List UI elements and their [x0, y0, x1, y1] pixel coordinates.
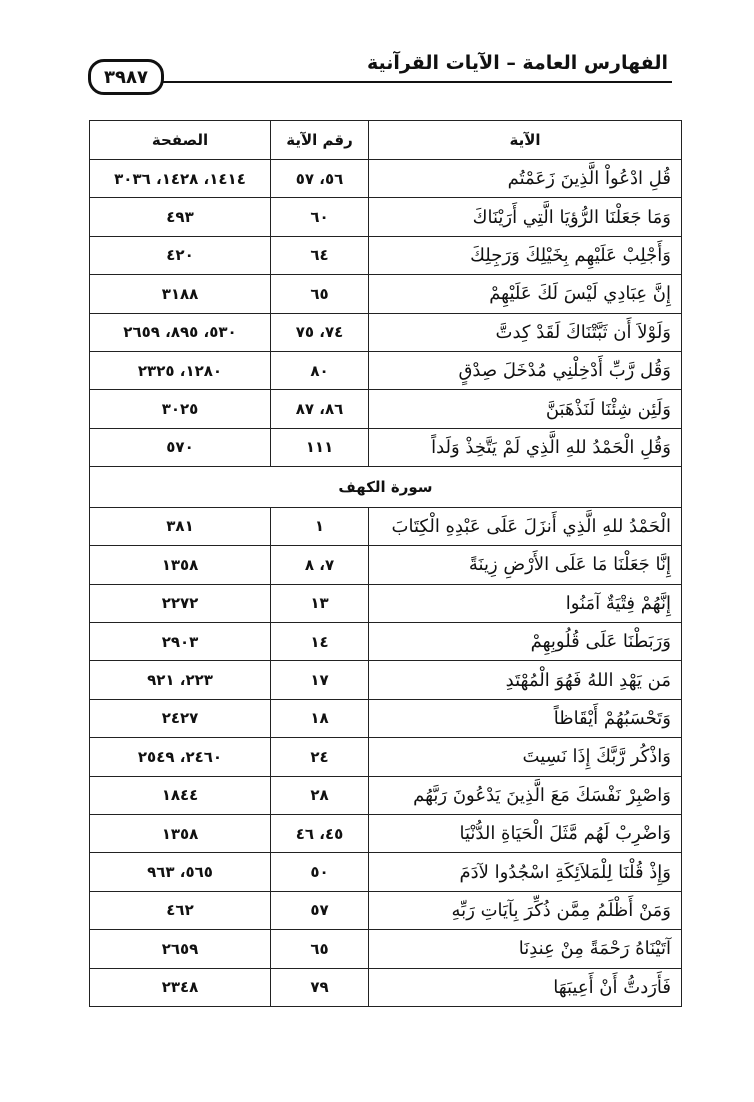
table-row: [90, 428, 682, 467]
table-row: [90, 584, 682, 622]
table-row: [90, 853, 682, 891]
section-header-row: [90, 467, 682, 507]
ayah-text: قُلِ ادْعُواْ الَّذِينَ زَعَمْتُم: [369, 160, 682, 198]
page-refs: ٢٣٤٨: [90, 968, 271, 1006]
ayah-text: وَأَجْلِبْ عَلَيْهِم بِخَيْلِكَ وَرَجِلِكَ: [369, 236, 682, 274]
ayah-number: ٥٦، ٥٧: [271, 160, 369, 198]
table-row: [90, 891, 682, 929]
ayah-number: ٢٨: [271, 776, 369, 814]
table-row: [90, 236, 682, 274]
page-refs: ٣٠٢٥: [90, 390, 271, 428]
table-row: [90, 622, 682, 660]
page-refs: ٤٩٣: [90, 198, 271, 236]
ayah-number: ٦٠: [271, 198, 369, 236]
ayah-index-table: [89, 120, 682, 1007]
table-body-group2: [90, 507, 682, 1006]
ayah-number: ٤٥، ٤٦: [271, 814, 369, 852]
table-row: [90, 351, 682, 389]
page-refs: ١٨٤٤: [90, 776, 271, 814]
ayah-number: ١٧: [271, 661, 369, 699]
ayah-text: وَاذْكُر رَّبَّكَ إِذَا نَسِيتَ: [369, 738, 682, 776]
ayah-text: وَمَنْ أَظْلَمُ مِمَّن ذُكِّرَ بِآيَاتِ رَبِّهِ: [369, 891, 682, 929]
table-row: [90, 313, 682, 351]
page-refs: ٣١٨٨: [90, 275, 271, 313]
ayah-text: آتَيْنَاهُ رَحْمَةً مِنْ عِندِنَا: [369, 930, 682, 968]
ayah-text: إِنَّ عِبَادِي لَيْسَ لَكَ عَلَيْهِمْ: [369, 275, 682, 313]
page-refs: ٢٤٦٠، ٢٥٤٩: [90, 738, 271, 776]
page-refs: ٢٢٣، ٩٢١: [90, 661, 271, 699]
section-title: سورة الكهف: [90, 467, 682, 507]
page-number-badge: ٣٩٨٧: [88, 59, 164, 95]
table-section-body: [90, 467, 682, 507]
page-refs: ٥٣٠، ٨٩٥، ٢٦٥٩: [90, 313, 271, 351]
ayah-text: وَلَوْلاَ أَن ثَبَّتْنَاكَ لَقَدْ كِدتَّ: [369, 313, 682, 351]
ayah-number: ١٨: [271, 699, 369, 737]
ayah-number: ٦٥: [271, 275, 369, 313]
ayah-number: ٦٤: [271, 236, 369, 274]
page-refs: ٢٤٢٧: [90, 699, 271, 737]
table-header-row: [90, 121, 682, 160]
ayah-number: ٥٠: [271, 853, 369, 891]
ayah-number: ١٣: [271, 584, 369, 622]
ayah-number: ٦٥: [271, 930, 369, 968]
header-rule: [158, 81, 672, 83]
page-refs: ١٤١٤، ١٤٢٨، ٣٠٣٦: [90, 160, 271, 198]
ayah-number: ١: [271, 507, 369, 545]
column-header-page: الصفحة: [90, 121, 271, 160]
ayah-number: ٥٧: [271, 891, 369, 929]
ayah-number: ٧، ٨: [271, 546, 369, 584]
ayah-text: وَإِذْ قُلْنَا لِلْمَلاَئِكَةِ اسْجُدُوا لآدَمَ: [369, 853, 682, 891]
page-refs: ٢٩٠٣: [90, 622, 271, 660]
ayah-text: مَن يَهْدِ اللهُ فَهُوَ الْمُهْتَدِ: [369, 661, 682, 699]
ayah-text: وَقُل رَّبِّ أَدْخِلْنِي مُدْخَلَ صِدْقٍ: [369, 351, 682, 389]
table-row: [90, 546, 682, 584]
ayah-number: ٨٦، ٨٧: [271, 390, 369, 428]
page-refs: ٢٢٧٢: [90, 584, 271, 622]
ayah-text: الْحَمْدُ للهِ الَّذِي أَنزَلَ عَلَى عَبْدِهِ الْكِتَابَ: [369, 507, 682, 545]
table-row: [90, 198, 682, 236]
page-refs: ١٣٥٨: [90, 546, 271, 584]
column-header-ayah: الآية: [369, 121, 682, 160]
table-body-group1: [90, 160, 682, 467]
page-refs: ٥٦٥، ٩٦٣: [90, 853, 271, 891]
ayah-text: فَأَرَدتُّ أَنْ أَعِيبَهَا: [369, 968, 682, 1006]
table-row: [90, 661, 682, 699]
table-row: [90, 738, 682, 776]
column-header-ayah-number: رقم الآية: [271, 121, 369, 160]
running-title: الفهارس العامة – الآيات القرآنية: [367, 52, 668, 74]
page-header: [88, 42, 680, 98]
ayah-text: وَمَا جَعَلْنَا الرُّؤيَا الَّتِي أَرَيْنَاكَ: [369, 198, 682, 236]
page-refs: ١٣٥٨: [90, 814, 271, 852]
ayah-text: وَقُلِ الْحَمْدُ للهِ الَّذِي لَمْ يَتَّخِذْ وَلَداً: [369, 428, 682, 467]
page-refs: ٤٦٢: [90, 891, 271, 929]
ayah-text: وَرَبَطْنَا عَلَى قُلُوبِهِمْ: [369, 622, 682, 660]
table-row: [90, 930, 682, 968]
table-row: [90, 507, 682, 545]
ayah-text: وَلَئِن شِئْنَا لَنَذْهَبَنَّ: [369, 390, 682, 428]
ayah-number: ١٤: [271, 622, 369, 660]
ayah-text: وَاضْرِبْ لَهُم مَّثَلَ الْحَيَاةِ الدُّنْيَا: [369, 814, 682, 852]
page-refs: ١٢٨٠، ٢٣٢٥: [90, 351, 271, 389]
page-refs: ٥٧٠: [90, 428, 271, 467]
ayah-number: ٧٩: [271, 968, 369, 1006]
ayah-text: إِنَّا جَعَلْنَا مَا عَلَى الأَرْضِ زِينَةً: [369, 546, 682, 584]
table-row: [90, 275, 682, 313]
ayah-number: ٧٤، ٧٥: [271, 313, 369, 351]
page-refs: ٣٨١: [90, 507, 271, 545]
ayah-number: ١١١: [271, 428, 369, 467]
page-refs: ٤٢٠: [90, 236, 271, 274]
table-row: [90, 814, 682, 852]
page-refs: ٢٦٥٩: [90, 930, 271, 968]
table-row: [90, 390, 682, 428]
ayah-text: وَتَحْسَبُهُمْ أَيْقَاظاً: [369, 699, 682, 737]
ayah-number: ٢٤: [271, 738, 369, 776]
table-row: [90, 160, 682, 198]
table-row: [90, 776, 682, 814]
ayah-text: إِنَّهُمْ فِتْيَةٌ آمَنُوا: [369, 584, 682, 622]
ayah-text: وَاصْبِرْ نَفْسَكَ مَعَ الَّذِينَ يَدْعُونَ رَبَّهُم: [369, 776, 682, 814]
table-row: [90, 968, 682, 1006]
table-row: [90, 699, 682, 737]
ayah-number: ٨٠: [271, 351, 369, 389]
